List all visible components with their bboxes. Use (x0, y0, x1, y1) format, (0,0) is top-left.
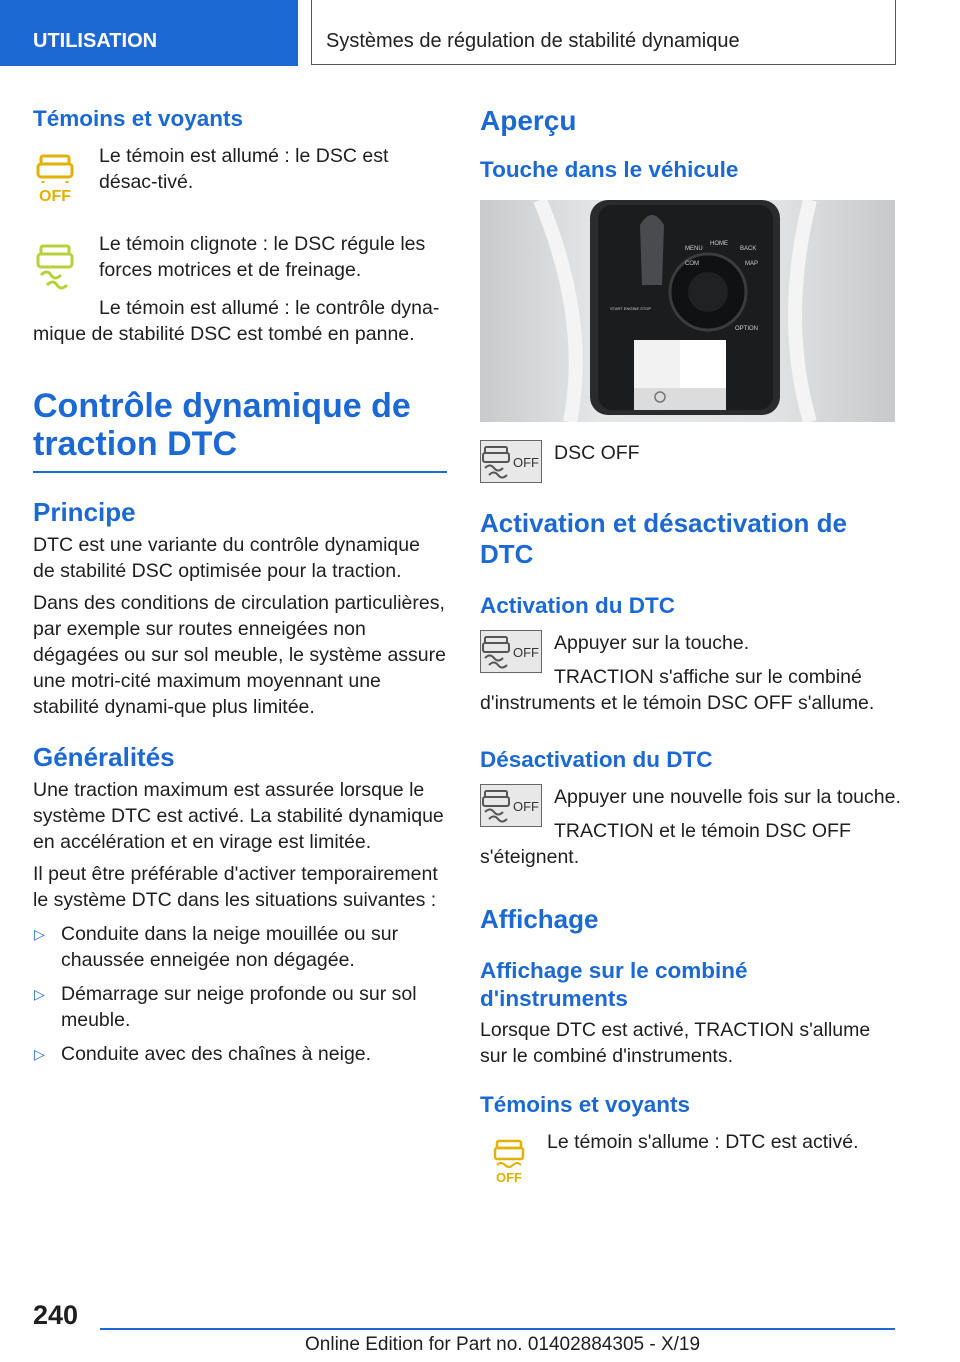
generalites-heading: Généralités (33, 742, 175, 772)
affichage-heading: Affichage (480, 904, 599, 934)
affichage-sub-heading: Affichage sur le combiné d'instruments (480, 958, 748, 1011)
desactivation-p1: Appuyer une nouvelle fois sur la touche. (554, 786, 901, 808)
footer-edition: Online Edition for Part no. 01402884305 - X/19 (305, 1334, 701, 1355)
dsc-off-button-icon (480, 440, 542, 483)
svg-text:MENU: MENU (685, 246, 703, 252)
section-tab (0, 0, 298, 66)
dsc-off-button-icon (480, 784, 542, 827)
list-item: ▷ Démarrage sur neige profonde ou sur sol meuble. (34, 983, 417, 1031)
dtc-off-yellow-icon (492, 1139, 526, 1185)
svg-text:MAP: MAP (745, 261, 759, 267)
page-header (0, 0, 960, 66)
dsc-active-green-icon (33, 243, 77, 291)
apercu-heading: Aperçu (480, 105, 577, 136)
dtc-title-line2: traction DTC (33, 425, 237, 463)
triangle-bullet-icon: ▷ (34, 926, 45, 942)
desactivation-row (480, 784, 901, 814)
svg-text:OFF: OFF (513, 645, 539, 660)
title-rule (33, 471, 447, 473)
activation-title-line1: Activation et désactivation de (480, 508, 847, 538)
generalites-p2: Il peut être préférable d'activer temporairement le système DTC dans les situations suivantes : (33, 863, 438, 911)
console-photo (480, 200, 895, 422)
topic-tab (311, 0, 896, 65)
temoin2-text: Le témoin clignote : le DSC régule les forces motrices et de freinage. (99, 233, 426, 281)
activation-p1: Appuyer sur la touche. (554, 632, 750, 654)
topic-tab-label: Systèmes de régulation de stabilité dynamique (326, 30, 740, 52)
svg-text:START ENGINE STOP: START ENGINE STOP (610, 306, 652, 311)
triangle-bullet-icon: ▷ (34, 986, 45, 1002)
list-item: ▷ Conduite dans la neige mouillée ou sur chaussée enneigée non dégagée. (34, 923, 399, 971)
touche-heading: Touche dans le véhicule (480, 157, 739, 182)
svg-text:OFF: OFF (39, 188, 71, 205)
desactivation-p2: TRACTION et le témoin DSC OFF s'éteignent. (480, 820, 851, 868)
right-column (480, 100, 901, 1189)
generalites-p1: Une traction maximum est assurée lorsque le système DTC est activé. La stabilité dynamique en accélération et en virage est limitée. (33, 779, 444, 853)
temoin3-text: Le témoin est allumé : le contrôle dyna-mique de stabilité DSC est tombé en panne. (33, 297, 440, 345)
bullet-list (33, 921, 447, 1067)
svg-text:HOME: HOME (710, 241, 728, 247)
dsc-off-yellow-icon (33, 153, 77, 205)
dtc-title (33, 387, 447, 463)
affichage-p: Lorsque DTC est activé, TRACTION s'allume sur le combiné d'instruments. (480, 1019, 871, 1067)
activation-row (480, 630, 895, 660)
section-tab-label: UTILISATION (33, 30, 158, 52)
dsc-off-row (480, 440, 895, 488)
svg-text:OPTION: OPTION (735, 326, 759, 332)
temoin-dtc-text: Le témoin s'allume : DTC est activé. (547, 1131, 859, 1153)
temoins-heading-right: Témoins et voyants (480, 1092, 691, 1117)
svg-text:OFF: OFF (513, 799, 539, 814)
svg-text:BACK: BACK (740, 246, 757, 252)
activation-p2: TRACTION s'affiche sur le combiné d'instruments et le témoin DSC OFF s'allume. (480, 666, 875, 714)
activation-title (480, 508, 895, 570)
dsc-off-label: DSC OFF (554, 442, 640, 464)
temoin1-text: Le témoin est allumé : le DSC est désac-tivé. (99, 145, 389, 193)
desactivation-heading: Désactivation du DTC (480, 747, 713, 772)
left-column (33, 100, 447, 1067)
principe-p2: Dans des conditions de circulation particulières, par exemple sur routes enneigées non dégagées ou sur sol meuble, le système assure une motri-cité maximum moyennant une stabilité dynami-que plus limitée. (33, 592, 446, 718)
principe-heading: Principe (33, 497, 136, 527)
svg-text:OFF: OFF (496, 1170, 522, 1185)
temoins-heading: Témoins et voyants (33, 106, 244, 131)
temoin-dtc-row (480, 1129, 895, 1189)
activation-title-line2: DTC (480, 539, 534, 569)
footer-rule (100, 1328, 895, 1330)
temoin-row-2 (33, 231, 447, 289)
center-console-image (480, 200, 895, 422)
principe-p1: DTC est une variante du contrôle dynamique de stabilité DSC optimisée pour la traction. (33, 534, 420, 582)
svg-text:COM: COM (685, 261, 699, 267)
temoin-row-1 (33, 143, 447, 211)
svg-text:OFF: OFF (513, 455, 539, 470)
page-number: 240 (33, 1300, 79, 1330)
list-item: ▷ Conduite avec des chaînes à neige. (34, 1043, 372, 1065)
dtc-title-line1: Contrôle dynamique de (33, 387, 411, 425)
dsc-off-button-icon (480, 630, 542, 673)
triangle-bullet-icon: ▷ (34, 1046, 45, 1062)
activation-heading: Activation du DTC (480, 593, 675, 618)
